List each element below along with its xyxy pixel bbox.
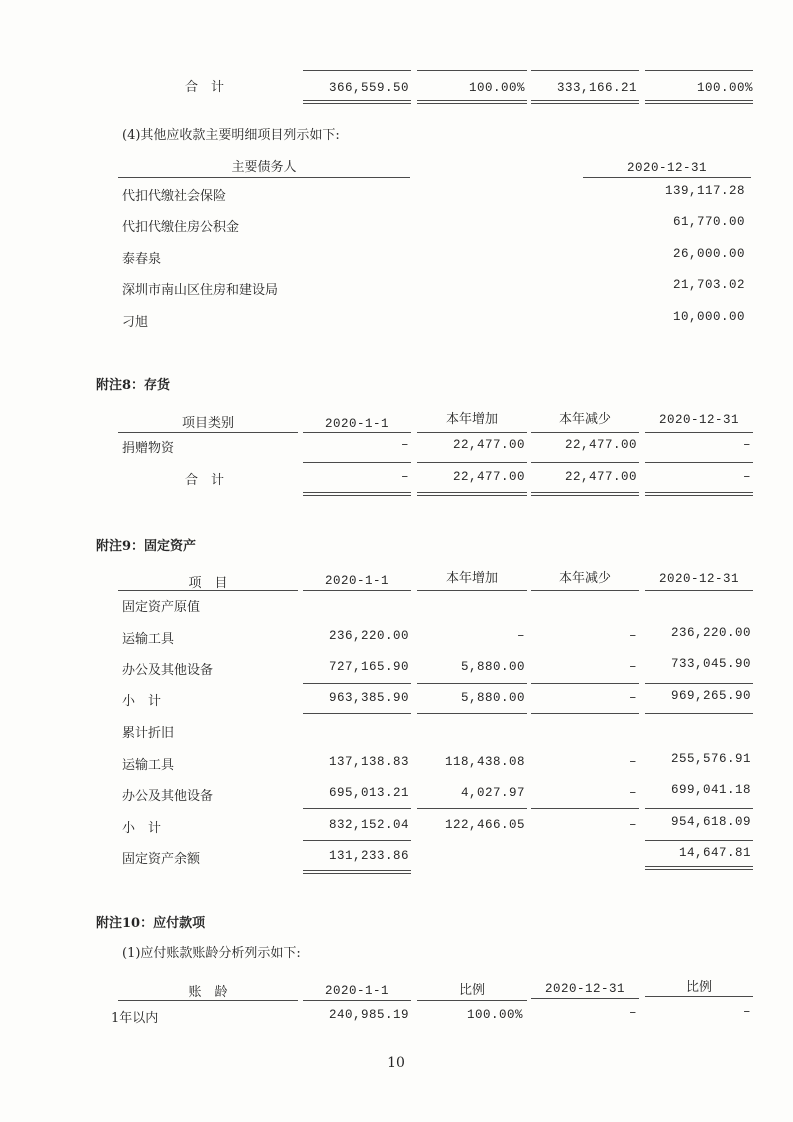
cell: 22,477.00 — [564, 438, 637, 452]
rule — [303, 840, 411, 841]
cell: 255,576.91 — [670, 752, 751, 766]
cell: – — [742, 470, 751, 484]
col-header: 比例 — [685, 980, 712, 995]
double-rule — [645, 100, 753, 104]
cell: 240,985.19 — [328, 1008, 409, 1022]
debtor-name: 泰春泉 — [122, 252, 162, 267]
rule — [531, 683, 639, 684]
col-header: 本年减少 — [558, 412, 611, 427]
double-rule — [531, 492, 639, 496]
rule — [645, 808, 753, 809]
col-header: 比例 — [458, 983, 485, 998]
row-label: 1年以内 — [111, 1011, 159, 1026]
cell: 14,647.81 — [678, 846, 751, 860]
row-label: 运输工具 — [122, 758, 175, 773]
double-rule — [417, 100, 527, 104]
rule — [303, 1000, 411, 1001]
col-header: 本年增加 — [445, 412, 498, 427]
row-label: 捐赠物资 — [122, 441, 175, 456]
rule — [417, 683, 527, 684]
debtor-name: 代扣代缴住房公积金 — [122, 220, 240, 235]
rule — [303, 462, 411, 463]
debtor-value: 26,000.00 — [672, 247, 745, 261]
row-label: 办公及其他设备 — [122, 663, 214, 678]
other-receivables-title: (4)其他应收款主要明细项目列示如下: — [122, 128, 340, 143]
rule — [303, 808, 411, 809]
col-date-header: 2020-12-31 — [626, 161, 707, 175]
row-label: 小 计 — [122, 821, 162, 836]
rule — [531, 432, 639, 433]
rule — [303, 432, 411, 433]
cell: – — [628, 818, 637, 832]
cell: – — [742, 438, 751, 452]
col-header: 本年减少 — [558, 571, 611, 586]
debtor-value: 21,703.02 — [672, 278, 745, 292]
cell: – — [628, 755, 637, 769]
cell: 699,041.18 — [670, 783, 751, 797]
col-header: 2020-12-31 — [658, 413, 739, 427]
cell: 131,233.86 — [328, 849, 409, 863]
cell: 963,385.90 — [328, 691, 409, 705]
double-rule — [303, 100, 411, 104]
rule — [645, 996, 753, 997]
debtor-value: 139,117.28 — [664, 184, 745, 198]
cell: – — [400, 438, 409, 452]
rule — [118, 590, 298, 591]
rule — [645, 590, 753, 591]
col-header: 项目类别 — [181, 416, 234, 431]
col-header: 账 龄 — [188, 985, 228, 1000]
double-rule — [531, 100, 639, 104]
double-rule — [645, 866, 753, 870]
col-debtor-header: 主要债务人 — [231, 160, 297, 175]
rule — [118, 177, 410, 178]
note9-title: 附注9：固定资产 — [96, 539, 197, 554]
rule — [417, 432, 527, 433]
row-label: 运输工具 — [122, 632, 175, 647]
cell: 832,152.04 — [328, 818, 409, 832]
rule — [645, 683, 753, 684]
cell: 118,438.08 — [444, 755, 525, 769]
double-rule — [645, 492, 753, 496]
debtor-value: 10,000.00 — [672, 310, 745, 324]
cell: – — [628, 629, 637, 643]
note10-title: 附注10：应付款项 — [96, 916, 206, 931]
col-header: 2020-1-1 — [324, 574, 389, 588]
row-label: 固定资产余额 — [122, 852, 201, 867]
row-label: 固定资产原值 — [122, 600, 201, 615]
debtor-name: 刁旭 — [122, 315, 149, 330]
note8-title: 附注8：存货 — [96, 378, 171, 393]
row-label: 累计折旧 — [122, 726, 175, 741]
row-label: 办公及其他设备 — [122, 789, 214, 804]
cell: 695,013.21 — [328, 786, 409, 800]
rule — [303, 70, 411, 71]
rule — [583, 177, 751, 178]
col-header: 项 目 — [188, 576, 228, 591]
cell: 969,265.90 — [670, 689, 751, 703]
cell: – — [628, 691, 637, 705]
debtor-name: 深圳市南山区住房和建设局 — [122, 283, 279, 298]
cell: – — [742, 1005, 751, 1019]
rule — [645, 70, 753, 71]
total-label: 合 计 — [185, 80, 225, 95]
rule — [417, 1000, 527, 1001]
total-label: 合 计 — [185, 473, 225, 488]
cell: 5,880.00 — [460, 691, 525, 705]
rule — [645, 462, 753, 463]
col-header: 2020-12-31 — [544, 982, 625, 996]
row-label: 小 计 — [122, 694, 162, 709]
total-percent-1: 100.00% — [468, 81, 525, 95]
page-number: 10 — [387, 1055, 405, 1071]
col-header: 2020-1-1 — [324, 984, 389, 998]
rule — [417, 713, 527, 714]
debtor-name: 代扣代缴社会保险 — [122, 189, 227, 204]
cell: 727,165.90 — [328, 660, 409, 674]
cell: 5,880.00 — [460, 660, 525, 674]
rule — [303, 590, 411, 591]
total-percent-2: 100.00% — [696, 81, 753, 95]
cell: 137,138.83 — [328, 755, 409, 769]
rule — [303, 713, 411, 714]
rule — [118, 432, 298, 433]
rule — [645, 713, 753, 714]
double-rule — [417, 492, 527, 496]
rule — [417, 70, 527, 71]
note10-subtitle: (1)应付账款账龄分析列示如下: — [122, 946, 301, 961]
cell: 22,477.00 — [564, 470, 637, 484]
double-rule — [303, 870, 411, 874]
cell: – — [628, 786, 637, 800]
debtor-value: 61,770.00 — [672, 215, 745, 229]
rule — [417, 808, 527, 809]
cell: 22,477.00 — [452, 470, 525, 484]
rule — [531, 70, 639, 71]
cell: 4,027.97 — [460, 786, 525, 800]
rule — [118, 1000, 298, 1001]
cell: 733,045.90 — [670, 657, 751, 671]
cell: – — [628, 1006, 637, 1020]
cell: – — [400, 470, 409, 484]
cell: 22,477.00 — [452, 438, 525, 452]
cell: 122,466.05 — [444, 818, 525, 832]
rule — [645, 432, 753, 433]
rule — [531, 998, 639, 999]
rule — [645, 840, 753, 841]
cell: 100.00% — [466, 1008, 523, 1022]
cell: – — [516, 629, 525, 643]
double-rule — [303, 492, 411, 496]
rule — [531, 590, 639, 591]
rule — [531, 713, 639, 714]
rule — [531, 462, 639, 463]
cell: 236,220.00 — [670, 626, 751, 640]
cell: – — [628, 660, 637, 674]
col-header: 2020-1-1 — [324, 417, 389, 431]
col-header: 2020-12-31 — [658, 572, 739, 586]
rule — [531, 808, 639, 809]
cell: 954,618.09 — [670, 815, 751, 829]
rule — [417, 590, 527, 591]
rule — [417, 462, 527, 463]
total-value-1: 366,559.50 — [328, 81, 409, 95]
cell: 236,220.00 — [328, 629, 409, 643]
total-value-2: 333,166.21 — [556, 81, 637, 95]
col-header: 本年增加 — [445, 571, 498, 586]
rule — [303, 683, 411, 684]
